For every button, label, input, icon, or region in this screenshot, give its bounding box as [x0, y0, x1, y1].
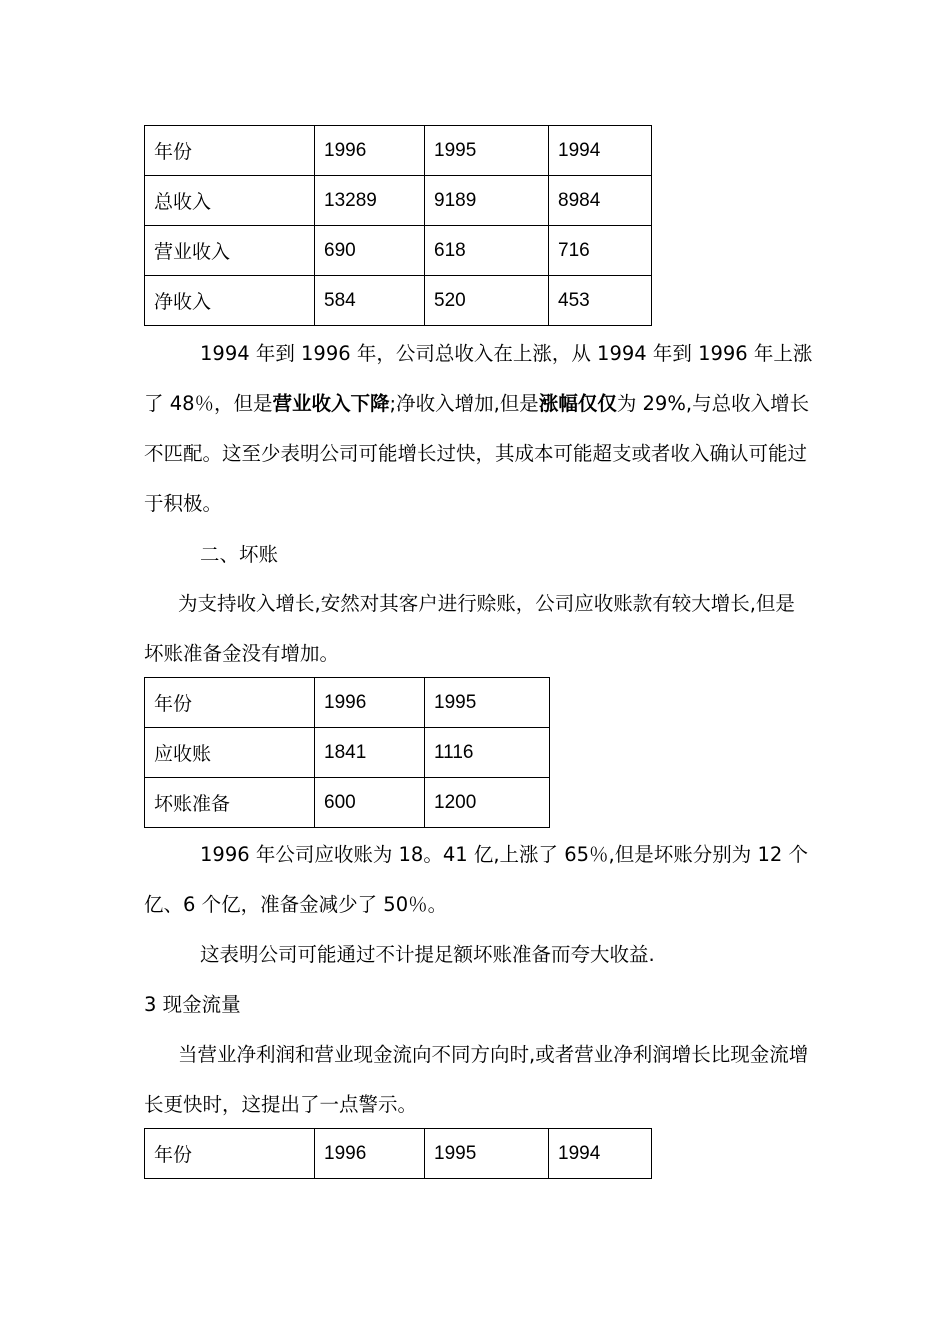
- table-cell: 716: [549, 226, 652, 276]
- table-cell: 618: [425, 226, 549, 276]
- paragraph-cash-flow-warning: 当营业净利润和营业现金流向不同方向时,或者营业净利润增长比现金流增长更快时，这提出了一点警示。: [144, 1043, 809, 1116]
- table-cell: 1995: [425, 126, 549, 176]
- table-row: [145, 176, 652, 226]
- table-cell: 8984: [549, 176, 652, 226]
- table-cell: 453: [549, 276, 652, 326]
- table-row: [145, 126, 652, 176]
- table-row: [145, 678, 550, 728]
- paragraph-text: ;净收入增加,但是: [389, 392, 539, 415]
- paragraph-revenue-analysis: [144, 329, 814, 529]
- paragraph-bad-debt-detail: 1996 年公司应收账为 18。41 亿,上涨了 65％,但是坏账分别为 12 个亿、6 个亿，准备金减少了 50％。: [144, 843, 808, 916]
- cash-flow-table: [144, 1128, 652, 1179]
- table-cell: 1116: [425, 728, 550, 778]
- table-row: [145, 1129, 652, 1179]
- section-heading-bad-debt: 二、坏账: [200, 543, 279, 566]
- table-cell: 坏账准备: [145, 778, 315, 828]
- table-cell: 净收入: [145, 276, 315, 326]
- table-cell: 584: [315, 276, 425, 326]
- section-heading-cash-flow: 3 现金流量: [144, 993, 241, 1016]
- table-cell: 1996: [315, 1129, 425, 1179]
- table-cell: 1200: [425, 778, 550, 828]
- table-cell: 1994: [549, 1129, 652, 1179]
- table-cell: 1996: [315, 126, 425, 176]
- table-cell: 520: [425, 276, 549, 326]
- table-row: [145, 276, 652, 326]
- paragraph-receivables: 为支持收入增长,安然对其客户进行赊账，公司应收账款有较大增长,但是坏账准备金没有增加。: [144, 592, 795, 665]
- table-cell: 年份: [145, 678, 315, 728]
- table-cell: 年份: [145, 126, 315, 176]
- bold-text: 涨幅仅仅: [538, 392, 617, 415]
- paragraph-text: 为 29%,与总收入增长不匹配。这至少表明公司可能增长过快，其成本可能超支或者收入确认可能过于积极。: [144, 392, 810, 515]
- table-cell: 总收入: [145, 176, 315, 226]
- table-row: [145, 778, 550, 828]
- revenue-table: [144, 125, 652, 326]
- paragraph-conclusion: 这表明公司可能通过不计提足额坏账准备而夸大收益.: [200, 943, 655, 966]
- table-row: [145, 728, 550, 778]
- table-cell: 690: [315, 226, 425, 276]
- table-cell: 1841: [315, 728, 425, 778]
- table-cell: 600: [315, 778, 425, 828]
- table-cell: 年份: [145, 1129, 315, 1179]
- table-cell: 9189: [425, 176, 549, 226]
- table-cell: 1995: [425, 1129, 549, 1179]
- table-cell: 应收账: [145, 728, 315, 778]
- table-cell: 营业收入: [145, 226, 315, 276]
- table-cell: 1995: [425, 678, 550, 728]
- receivables-table: [144, 677, 550, 828]
- bold-text: 营业收入下降: [272, 392, 390, 415]
- paragraph-text: 1994 年到 1996 年，公司总收入在上涨，从 1994 年到 1996 年上涨了 48％，但是: [144, 342, 813, 415]
- table-cell: 1996: [315, 678, 425, 728]
- table-cell: 1994: [549, 126, 652, 176]
- table-cell: 13289: [315, 176, 425, 226]
- table-row: [145, 226, 652, 276]
